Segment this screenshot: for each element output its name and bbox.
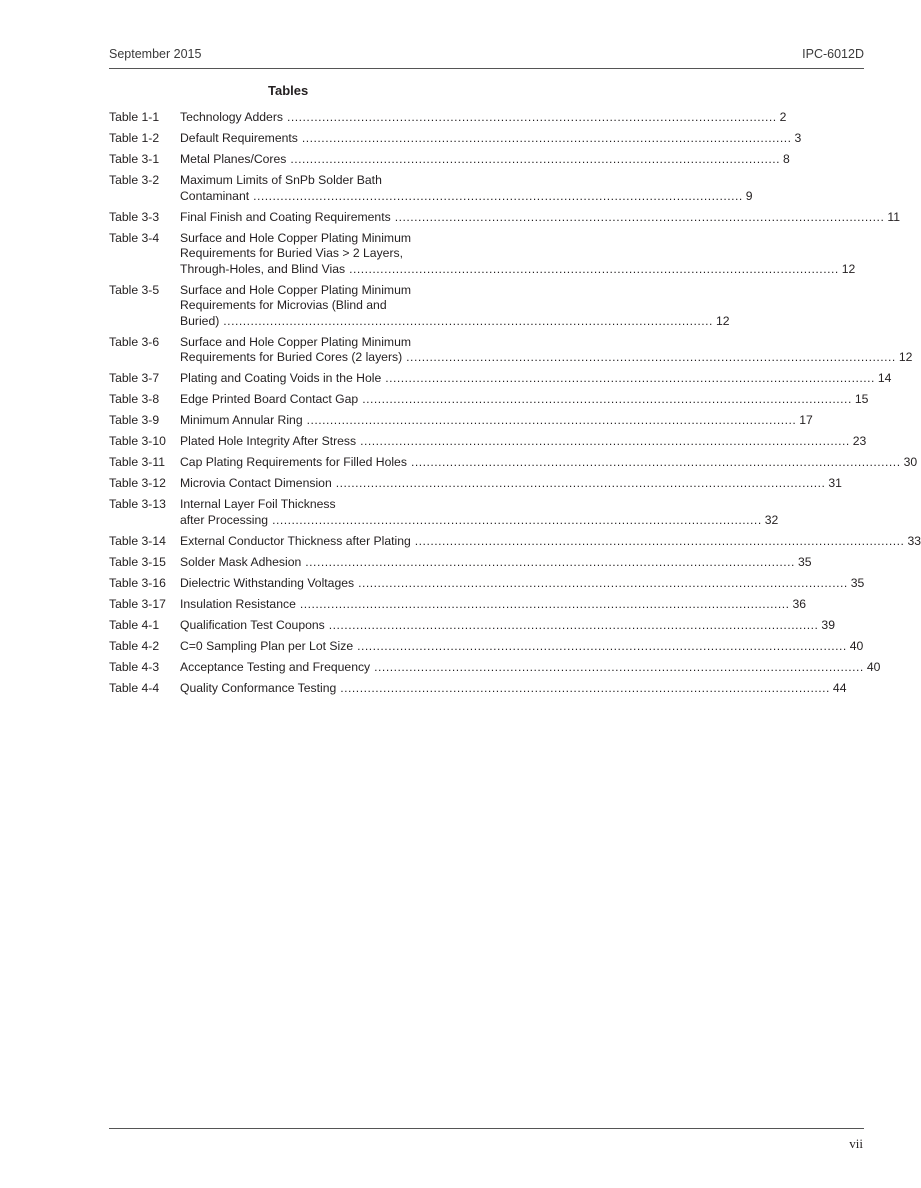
dot-leader: .............................................................................................................................. [290,152,781,166]
table-title [180,110,787,126]
table-title-line: Default Requirements [180,131,298,145]
table-title [180,282,730,330]
section-title: Tables [268,83,309,98]
dot-leader: .............................................................................................................................. [253,188,743,203]
table-title [180,131,802,147]
toc-entry[interactable] [109,392,869,408]
dot-leader: .............................................................................................................................. [340,680,830,695]
table-title-line: Acceptance Testing and Frequency [180,659,371,674]
toc-entry[interactable] [109,554,812,571]
table-title-line: Buried) [180,313,220,328]
toc-entry[interactable] [109,209,900,226]
table-title-line: Qualification Test Coupons [180,617,325,632]
page-ref: 35 [797,554,812,569]
dot-leader: .............................................................................................................................. [272,512,762,527]
toc-entry[interactable] [109,434,867,450]
page-number: vii [849,1136,863,1151]
dot-leader: .............................................................................................................................. [385,371,875,385]
table-title [180,497,779,528]
table-title-line: Technology Adders [180,110,283,124]
table-title [180,455,918,471]
table-number: Table 4-4 [109,680,160,695]
table-title-line: Through-Holes, and Blind Vias [180,261,346,276]
table-title [180,617,835,634]
toc-entry[interactable] [109,680,847,697]
table-number: Table 4-3 [109,659,160,674]
table-number: Table 3-10 [109,434,166,448]
table-number: Table 3-17 [109,596,166,611]
page-ref: 17 [799,413,813,427]
table-title-line: Requirements for Microvias (Blind and [180,298,387,312]
table-title [180,152,790,168]
dot-leader: .............................................................................................................................. [223,313,713,328]
dot-leader: .............................................................................................................................. [406,350,896,364]
toc-entry[interactable] [109,659,881,676]
toc-entry[interactable] [109,596,807,613]
toc-entry[interactable] [109,575,865,592]
dot-leader: .............................................................................................................................. [362,392,852,406]
dot-leader: .............................................................................................................................. [394,209,885,224]
table-title-line: Surface and Hole Copper Plating Minimum [180,230,411,245]
page-ref: 31 [828,476,842,490]
dot-leader: .............................................................................................................................. [328,617,819,632]
table-number: Table 3-11 [109,455,166,469]
dot-leader: .............................................................................................................................. [410,455,901,469]
table-title-line: Plated Hole Integrity After Stress [180,434,357,448]
page-ref: 23 [852,434,867,448]
table-title-line: Surface and Hole Copper Plating Minimum [180,282,411,297]
table-number: Table 3-1 [109,152,160,166]
table-title [180,413,813,429]
dot-leader: .............................................................................................................................. [301,131,792,145]
footer-rule [109,1128,864,1129]
page-ref: 15 [854,392,869,406]
toc-entry[interactable] [109,638,864,655]
toc-entry[interactable] [109,533,921,550]
table-title-line: External Conductor Thickness after Plating [180,533,411,548]
dot-leader: .............................................................................................................................. [360,434,850,448]
toc-entry[interactable] [109,371,892,387]
table-title [180,209,900,226]
page-ref: 40 [849,638,864,653]
table-title-line: Edge Printed Board Contact Gap [180,392,359,406]
toc-entry[interactable] [109,617,835,634]
page-ref: 12 [898,350,913,364]
page-ref: 3 [794,131,802,145]
table-title-line: Requirements for Buried Cores (2 layers) [180,350,403,364]
header-rule [109,68,864,69]
table-title-line: Dielectric Withstanding Voltages [180,575,355,590]
table-number: Table 3-13 [109,497,166,511]
table-title-line: after Processing [180,512,269,527]
page-ref: 2 [779,110,787,124]
table-title-line: Maximum Limits of SnPb Solder Bath [180,173,382,187]
table-title-line: Surface and Hole Copper Plating Minimum [180,334,411,349]
table-number: Table 1-1 [109,110,160,124]
table-number: Table 3-7 [109,371,160,385]
page-ref: 9 [745,188,753,203]
page-ref: 32 [764,512,779,527]
table-title [180,173,753,204]
table-number: Table 3-2 [109,173,160,187]
table-title-line: Plating and Coating Voids in the Hole [180,371,382,385]
page-ref: 39 [821,617,835,632]
table-title [180,334,913,366]
table-title [180,392,869,408]
table-number: Table 3-8 [109,392,160,406]
dot-leader: .............................................................................................................................. [349,261,839,276]
table-title-line: Minimum Annular Ring [180,413,303,427]
dot-leader: .............................................................................................................................. [414,533,905,548]
running-header-doc-id: IPC-6012D [802,47,864,61]
dot-leader: .............................................................................................................................. [299,596,790,611]
table-number: Table 1-2 [109,131,160,145]
toc-entry[interactable] [109,152,790,168]
page-ref: 12 [715,313,730,328]
table-number: Table 4-1 [109,617,160,632]
table-number: Table 3-3 [109,209,160,224]
toc-entry[interactable] [109,334,913,366]
table-title [180,434,867,450]
table-title [180,575,865,592]
table-title [180,476,842,492]
table-number: Table 3-14 [109,533,166,548]
table-title-line: Microvia Contact Dimension [180,476,332,490]
toc-entry[interactable] [109,282,730,330]
table-title-line: Insulation Resistance [180,596,296,611]
table-number: Table 3-16 [109,575,166,590]
table-title-line: Cap Plating Requirements for Filled Holes [180,455,407,469]
page-ref: 33 [907,533,921,548]
page-ref: 44 [832,680,847,695]
toc-entry[interactable] [109,413,813,429]
table-title [180,638,864,655]
table-title-line: Final Finish and Coating Requirements [180,209,391,224]
page-ref: 8 [783,152,790,166]
table-title [180,659,881,676]
toc-entry[interactable] [109,173,753,204]
table-number: Table 4-2 [109,638,160,653]
table-number: Table 3-15 [109,554,166,569]
table-title-line: Metal Planes/Cores [180,152,287,166]
table-title-line: Contaminant [180,188,250,203]
table-title [180,533,921,550]
page-ref: 35 [850,575,865,590]
table-title-line: Solder Mask Adhesion [180,554,302,569]
dot-leader: .............................................................................................................................. [287,110,777,124]
table-number: Table 3-4 [109,230,160,245]
table-number: Table 3-9 [109,413,160,427]
table-number: Table 3-5 [109,282,160,297]
table-title-line: Internal Layer Foil Thickness [180,497,336,511]
table-number: Table 3-12 [109,476,166,490]
dot-leader: .............................................................................................................................. [357,638,847,653]
dot-leader: .............................................................................................................................. [358,575,848,590]
toc-entry[interactable] [109,455,918,471]
table-title [180,596,807,613]
running-header-date: September 2015 [109,47,202,61]
page-ref: 36 [792,596,807,611]
toc-entry[interactable] [109,497,779,528]
page-ref: 11 [887,209,900,224]
toc-entry[interactable] [109,110,787,126]
dot-leader: .............................................................................................................................. [335,476,826,490]
dot-leader: .............................................................................................................................. [306,413,797,427]
table-title [180,554,812,571]
toc-entry[interactable] [109,476,842,492]
table-list [109,110,921,702]
table-title-line: C=0 Sampling Plan per Lot Size [180,638,354,653]
page-ref: 40 [866,659,881,674]
dot-leader: .............................................................................................................................. [374,659,864,674]
table-title [180,371,892,387]
table-number: Table 3-6 [109,334,160,349]
toc-entry[interactable] [109,131,802,147]
table-title-line: Quality Conformance Testing [180,680,337,695]
toc-entry[interactable] [109,230,856,278]
page-ref: 14 [877,371,892,385]
table-title [180,680,847,697]
page-ref: 12 [841,261,856,276]
page-ref: 30 [903,455,918,469]
table-title-line: Requirements for Buried Vias > 2 Layers, [180,246,403,260]
dot-leader: .............................................................................................................................. [305,554,795,569]
table-title [180,230,856,278]
